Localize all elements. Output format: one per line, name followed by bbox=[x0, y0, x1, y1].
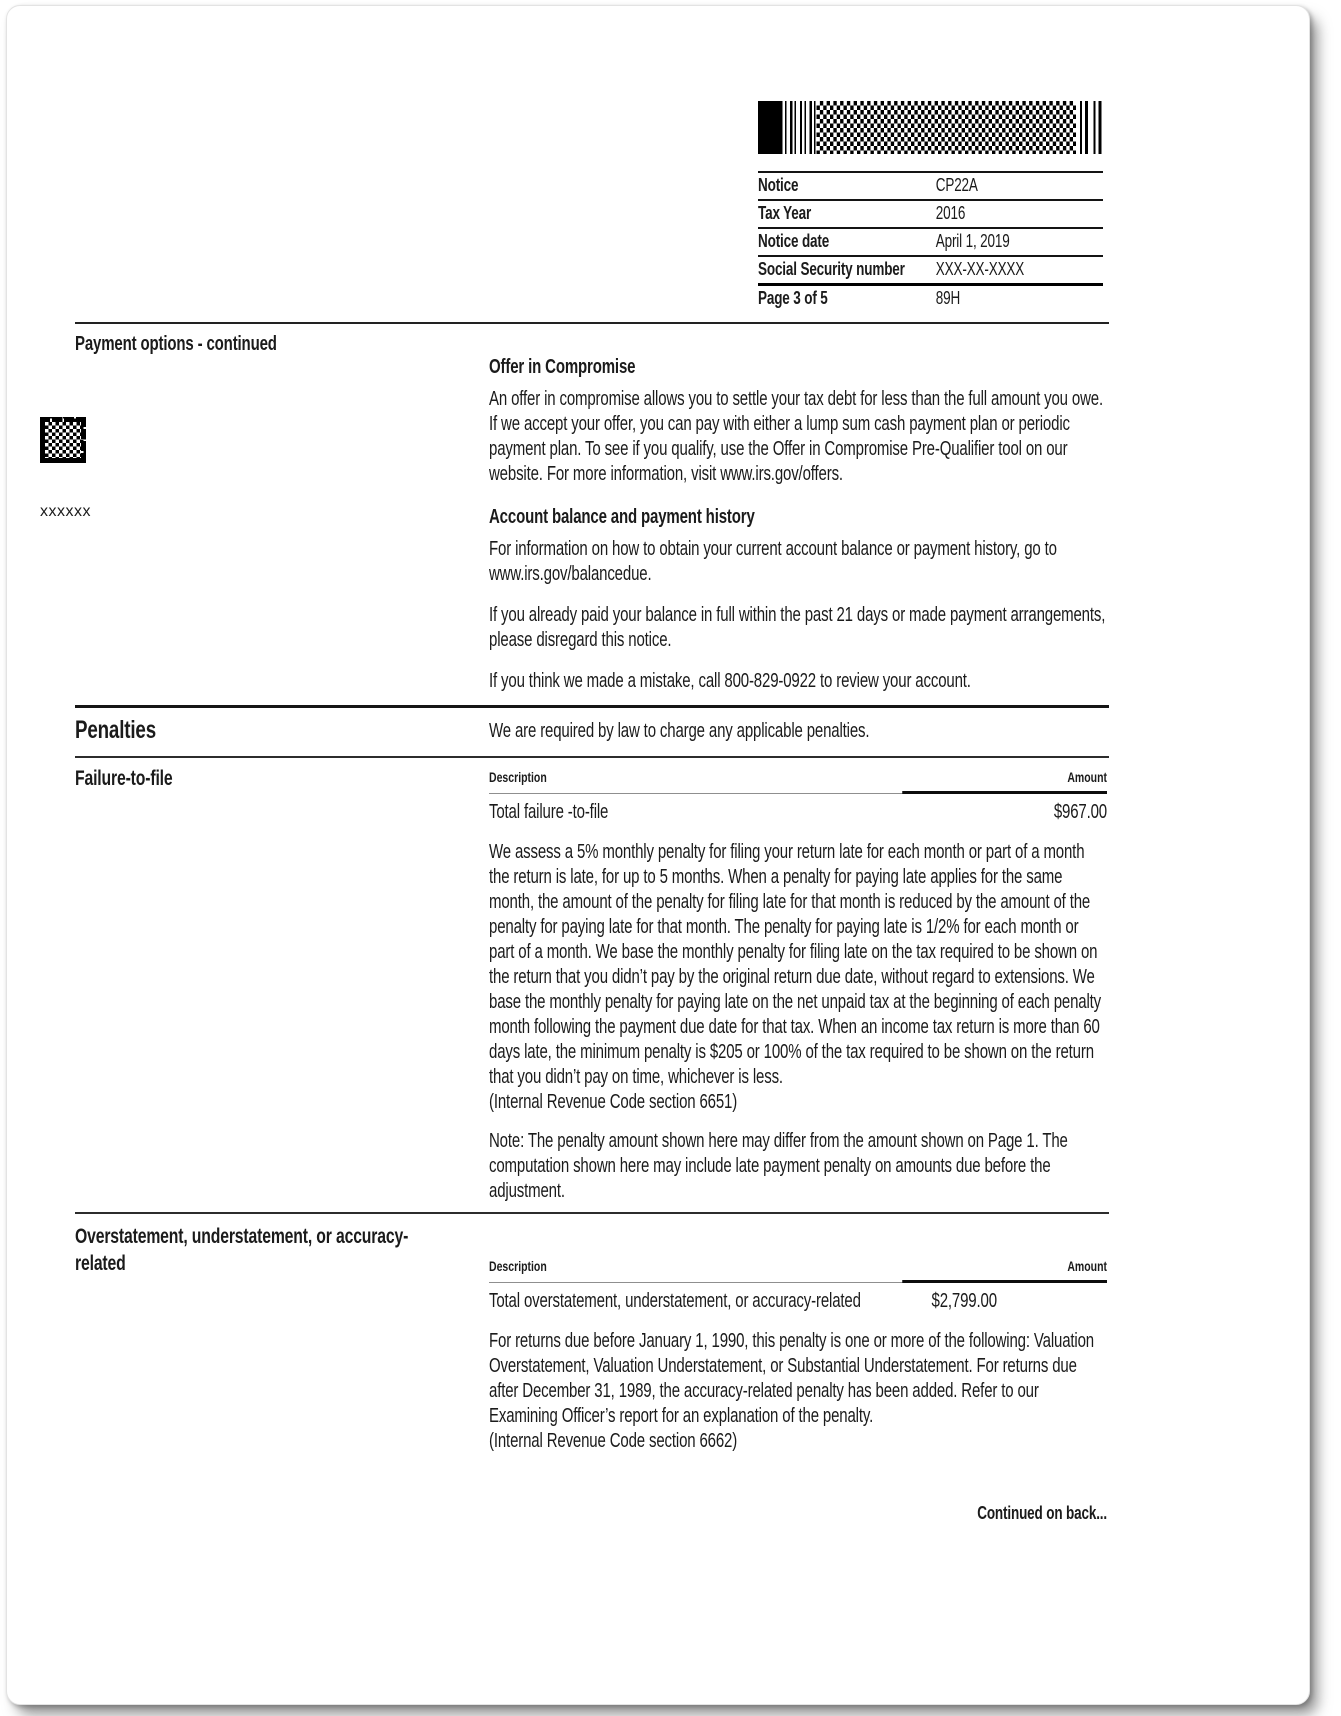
meta-value-ssn: XXX-XX-XXXX bbox=[935, 259, 1025, 279]
barcode-stripes bbox=[781, 101, 817, 154]
meta-value-notice: CP22A bbox=[935, 175, 978, 195]
section-divider bbox=[75, 322, 1109, 324]
table-header-rule bbox=[489, 1282, 1107, 1283]
notice-meta-block bbox=[758, 101, 1103, 312]
section-title-penalties: Penalties bbox=[75, 716, 156, 744]
penalty-table-header bbox=[489, 1254, 1107, 1279]
offer-in-compromise-title: Offer in Compromise bbox=[489, 356, 636, 378]
table-header-rule bbox=[489, 793, 1107, 794]
failure-to-file-body: We assess a 5% monthly penalty for filing your return late for each month or part of a month the return is late, for up to 5 months. When a penalty for paying late applies for the same month, the amount of the penalty for filing late for that month is reduced by the amount of the penalty for paying late for that month. The penalty for paying late is 1/2% for each month or part of a month. We base the monthly penalty for filing late on the tax required to be shown on the return that you didn’t pay by the original return due date, without regard to extensions. We base the monthly penalty for paying late on the net unpaid tax at the beginning of each penalty month following the payment due date for that tax. When an income tax return is more than 60 days late, the minimum penalty is $205 or 100% of the tax required to be shown on the return that you didn’t pay on time, whichever is less. bbox=[489, 841, 1102, 1088]
section-divider bbox=[75, 1212, 1109, 1214]
account-balance-p1: For information on how to obtain your current account balance or payment history, go to www.irs.gov/balancedue. bbox=[489, 538, 1057, 585]
penalty-table-row bbox=[489, 800, 1107, 824]
notice-meta-row bbox=[758, 283, 1103, 312]
description-column-header: Description bbox=[489, 1258, 547, 1274]
amount-column-header: Amount bbox=[1067, 769, 1107, 785]
meta-value-tax-year: 2016 bbox=[935, 203, 966, 223]
meta-value-page: 89H bbox=[935, 288, 961, 308]
data-matrix-barcode bbox=[40, 417, 86, 463]
section-title-overstatement: Overstatement, understatement, or accuracy-related bbox=[75, 1225, 409, 1275]
section-divider bbox=[75, 756, 1109, 758]
meta-value-notice-date: April 1, 2019 bbox=[935, 231, 1010, 251]
overstatement-code-ref: (Internal Revenue Code section 6662) bbox=[489, 1430, 738, 1452]
overstatement-body: For returns due before January 1, 1990, this penalty is one or more of the following: Valuation Overstatement, Valuation Understatement, or Substantial Understatement. For returns due after December 31, 1989, the accuracy-related penalty has been added. Refer to our Examining Officer’s report for an explanation of the penalty. bbox=[489, 1330, 1095, 1427]
description-column-header: Description bbox=[489, 769, 547, 785]
section-title-failure-to-file: Failure-to-file bbox=[75, 767, 173, 790]
failure-to-file-code-ref: (Internal Revenue Code section 6651) bbox=[489, 1091, 738, 1113]
notice-page bbox=[6, 5, 1310, 1705]
failure-to-file-block bbox=[489, 765, 1107, 1204]
offer-in-compromise-body: An offer in compromise allows you to settle your tax debt for less than the full amount you owe. If we accept your offer, you can pay with either a lump sum cash payment plan or periodic payment plan. To see if you qualify, use the Offer in Compromise Pre-Qualifier tool on our website. For more information, visit www.irs.gov/offers. bbox=[489, 388, 1103, 485]
penalty-row-description: Total failure -to-file bbox=[489, 801, 609, 823]
notice-meta-row bbox=[758, 199, 1103, 227]
section-divider bbox=[75, 705, 1109, 708]
continued-on-back-note: Continued on back... bbox=[977, 1503, 1107, 1523]
left-margin-mark: xxxxxx bbox=[40, 503, 91, 520]
barcode-2d-pattern bbox=[817, 101, 1077, 154]
penalty-table-header bbox=[489, 765, 1107, 790]
account-balance-p2: If you already paid your balance in full within the past 21 days or made payment arrangements, please disregard this notice. bbox=[489, 604, 1106, 651]
overstatement-block bbox=[489, 1254, 1107, 1454]
meta-label-page: Page 3 of 5 bbox=[758, 288, 828, 308]
meta-label-notice-date: Notice date bbox=[758, 231, 830, 251]
section-title-payment-options: Payment options - continued bbox=[75, 333, 277, 355]
barcode-end-bars bbox=[1076, 101, 1103, 154]
notice-meta-row bbox=[758, 227, 1103, 255]
meta-label-notice: Notice bbox=[758, 175, 799, 195]
penalty-row-amount: $2,799.00 bbox=[931, 1290, 997, 1312]
account-balance-title: Account balance and payment history bbox=[489, 506, 755, 528]
offer-in-compromise-block bbox=[489, 355, 1107, 694]
notice-meta-row bbox=[758, 255, 1103, 283]
penalty-row-amount: $967.00 bbox=[1053, 801, 1107, 823]
meta-label-ssn: Social Security number bbox=[758, 259, 905, 279]
meta-label-tax-year: Tax Year bbox=[758, 203, 812, 223]
intelligent-mail-barcode bbox=[758, 101, 1103, 154]
penalty-table-row bbox=[489, 1289, 1107, 1313]
penalty-row-description: Total overstatement, understatement, or accuracy-related bbox=[489, 1290, 861, 1312]
barcode-start-bar bbox=[758, 101, 781, 154]
amount-column-header: Amount bbox=[1067, 1258, 1107, 1274]
account-balance-p3: If you think we made a mistake, call 800-829-0922 to review your account. bbox=[489, 670, 971, 692]
notice-meta-row bbox=[758, 171, 1103, 199]
penalties-intro: We are required by law to charge any applicable penalties. bbox=[489, 720, 870, 742]
failure-to-file-note: Note: The penalty amount shown here may differ from the amount shown on Page 1. The computation shown here may include late payment penalty on amounts due before the adjustment. bbox=[489, 1130, 1068, 1202]
